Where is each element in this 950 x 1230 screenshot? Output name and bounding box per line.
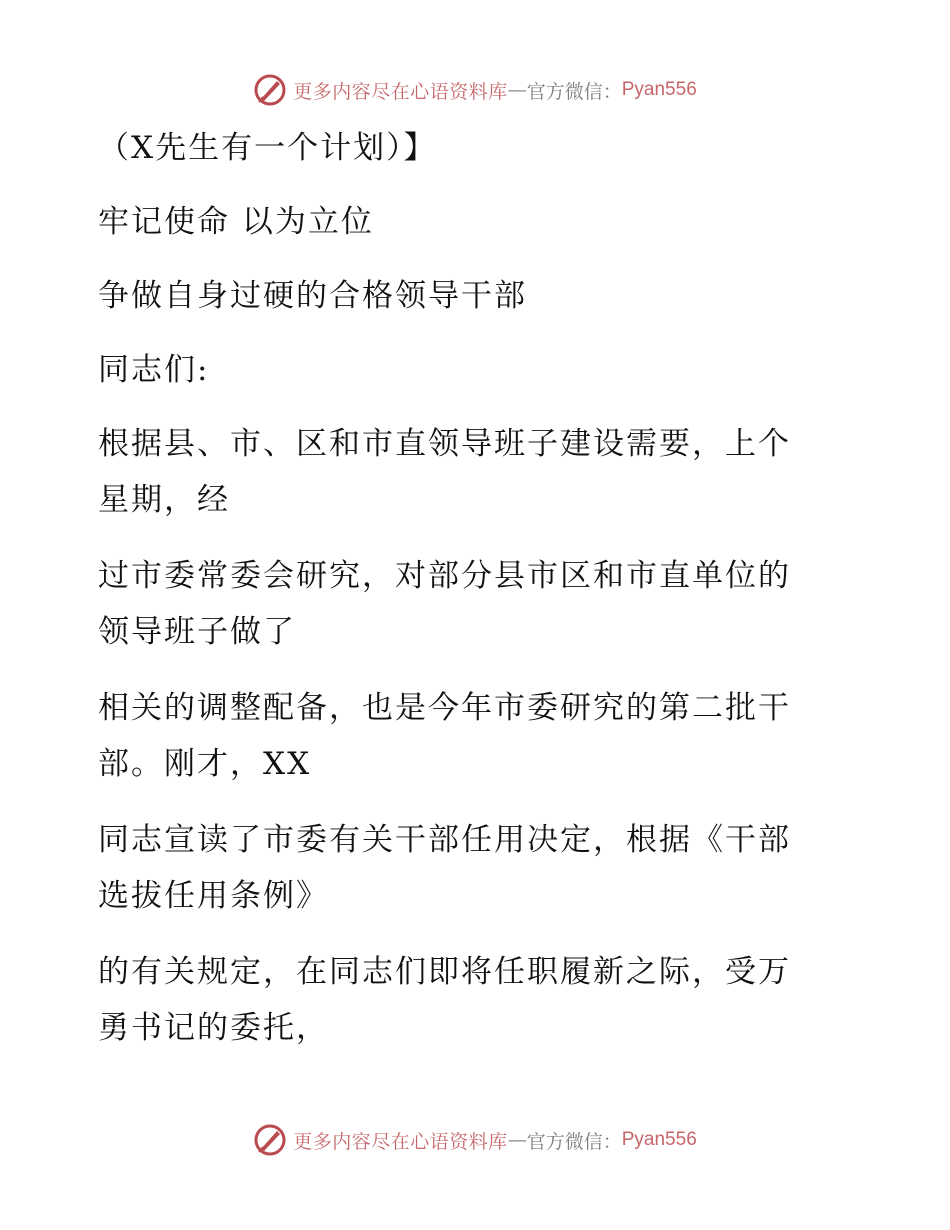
doc-line: 牢记使命 以为立位: [98, 204, 374, 240]
header-banner: [0, 70, 950, 110]
doc-line: 领导班子做了: [98, 614, 296, 650]
banner-dash: —: [507, 79, 527, 101]
doc-line: 同志们:: [98, 352, 210, 388]
wechat-id: Pyan556: [621, 79, 697, 100]
doc-line: 相关的调整配备，也是今年市委研究的第二批干: [98, 690, 791, 726]
wechat-id: Pyan556: [621, 1129, 697, 1150]
doc-line: （X先生有一个计划）】: [98, 130, 437, 166]
site-name-text: 更多内容尽在心语资料库: [293, 1130, 508, 1153]
doc-line: 星期，经: [98, 482, 230, 518]
site-name-text: 更多内容尽在心语资料库: [293, 80, 508, 103]
banner-dash: —: [507, 1129, 527, 1151]
doc-line: 根据县、市、区和市直领导班子建设需要，上个: [98, 426, 791, 462]
doc-line: 同志宣读了市委有关干部任用决定，根据《干部: [98, 822, 791, 858]
doc-line: 部。刚才，XX: [98, 746, 312, 782]
wechat-label: 官方微信：: [526, 80, 622, 103]
doc-line: 的有关规定，在同志们即将任职履新之际，受万: [98, 954, 791, 990]
footer-banner: [0, 1120, 950, 1160]
wechat-label: 官方微信：: [526, 1130, 622, 1153]
doc-line: 勇书记的委托，: [98, 1010, 329, 1046]
doc-line: 争做自身过硬的合格领导干部: [98, 278, 527, 314]
doc-line: 过市委常委会研究，对部分县市区和市直单位的: [98, 558, 791, 594]
quill-pen-logo-icon: [253, 73, 287, 107]
quill-pen-logo-icon: [253, 1123, 287, 1157]
doc-line: 选拔任用条例》: [98, 878, 329, 914]
